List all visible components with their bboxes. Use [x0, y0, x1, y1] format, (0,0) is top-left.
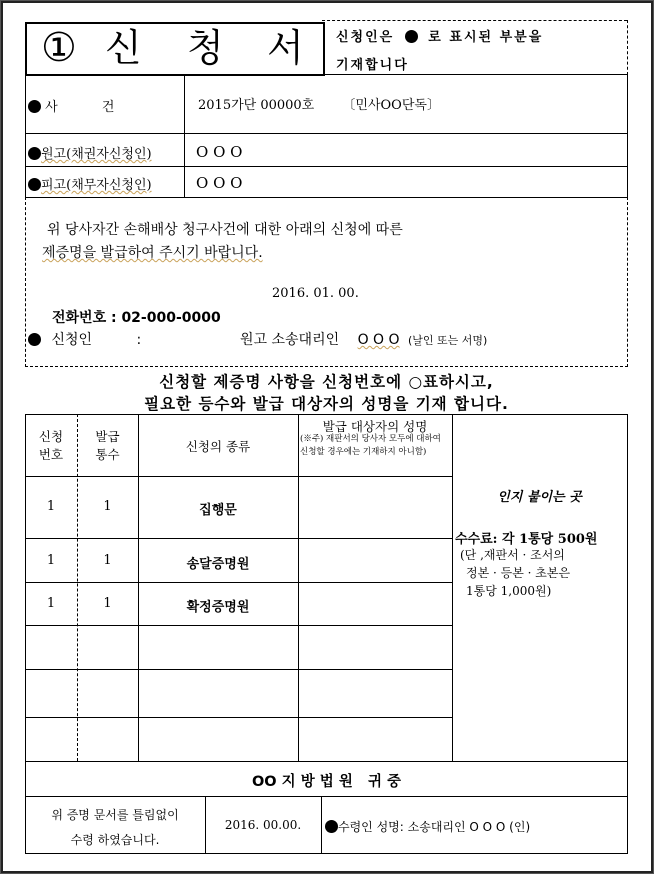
header-target-title: 발급 대상자의 성명: [322, 419, 428, 434]
case-number: 2015가단 00000호 〔민사OO단독〕: [198, 98, 440, 113]
header-request-type: 신청의 종류: [185, 439, 251, 454]
row-type: 집행문: [199, 503, 237, 518]
defendant-value: O O O: [196, 174, 243, 192]
fee-note-1: (단 ,재판서 · 조서의: [460, 548, 565, 562]
filled-circle-icon: [405, 30, 418, 43]
applicant-value: 원고 소송대리인 O O O (날인 또는 서명): [240, 332, 488, 348]
plaintiff-value: O O O: [196, 143, 243, 161]
filled-circle-icon: [28, 147, 41, 160]
plaintiff-label: 원고(채권자신청인): [28, 143, 152, 162]
filled-circle-icon: [28, 178, 41, 191]
header-target-note: (※주) 재판서의 당사자 모두에 대하여 신청할 경우에는 기재하지 아니함): [300, 434, 441, 457]
instruction-text: [336, 24, 628, 80]
case-label: 사 건: [28, 96, 114, 115]
request-body-line1: 위 당사자간 손해배상 청구사건에 대한 아래의 신청에 따른: [47, 222, 403, 238]
title-char-1: 신: [105, 26, 142, 70]
row-type: 송달증명원: [186, 557, 250, 572]
title-char-3: 서: [267, 26, 304, 70]
notice-line2: 필요한 등수와 발급 대상자의 성명을 기재 합니다.: [144, 395, 509, 413]
defendant-label: 피고(채무자신청인): [28, 174, 152, 193]
phone-number: 전화번호 : 02-000-0000: [52, 310, 221, 326]
row-number: 1: [46, 596, 56, 611]
receipt-line1: 위 증명 문서를 틀림없이: [51, 808, 179, 822]
receiver-signature: 수령인 성명: 소송대리인 O O O (인): [325, 818, 530, 835]
applicant-label: 신청인 :: [28, 329, 141, 349]
row-number: 1: [46, 499, 56, 514]
instruction-line2: 기재합니다: [336, 58, 409, 73]
receipt-line2: 수령 하였습니다.: [70, 833, 160, 847]
header-request-number: 신청 번호: [38, 429, 64, 462]
court-name: OO 지 방 법 원 귀 중: [251, 774, 402, 790]
instruction-line1-post: 로 표시된 부분을: [428, 30, 544, 45]
row-number: 1: [46, 553, 56, 568]
stamp-area-label: 인지 붙이는 곳: [497, 490, 582, 505]
title-char-2: 청: [187, 26, 224, 70]
request-date: 2016. 01. 00.: [272, 286, 359, 301]
filled-circle-icon: [28, 333, 41, 346]
row-type: 확정증명원: [186, 600, 250, 615]
row-copies: 1: [103, 499, 112, 514]
instruction-line1-pre: 신청인은: [336, 30, 395, 45]
receipt-date: 2016. 00.00.: [224, 818, 302, 832]
filled-circle-icon: [28, 100, 41, 113]
fee-note-3: 1통당 1,000원): [466, 584, 552, 598]
fee-note-2: 정본 · 등본 · 초본은: [466, 566, 571, 580]
row-copies: 1: [103, 553, 112, 568]
title-box: [25, 22, 325, 76]
header-copies: 발급 통수: [95, 429, 120, 462]
row-copies: 1: [103, 596, 112, 611]
notice-line1: 신청할 제증명 사항을 신청번호에 ○표하시고,: [159, 373, 494, 391]
fee-line: 수수료: 각 1통당 500원: [455, 532, 598, 547]
request-body-line2: 제증명을 발급하여 주시기 바랍니다.: [42, 245, 263, 261]
title-number: ①: [41, 25, 77, 71]
filled-circle-icon: [325, 820, 338, 833]
